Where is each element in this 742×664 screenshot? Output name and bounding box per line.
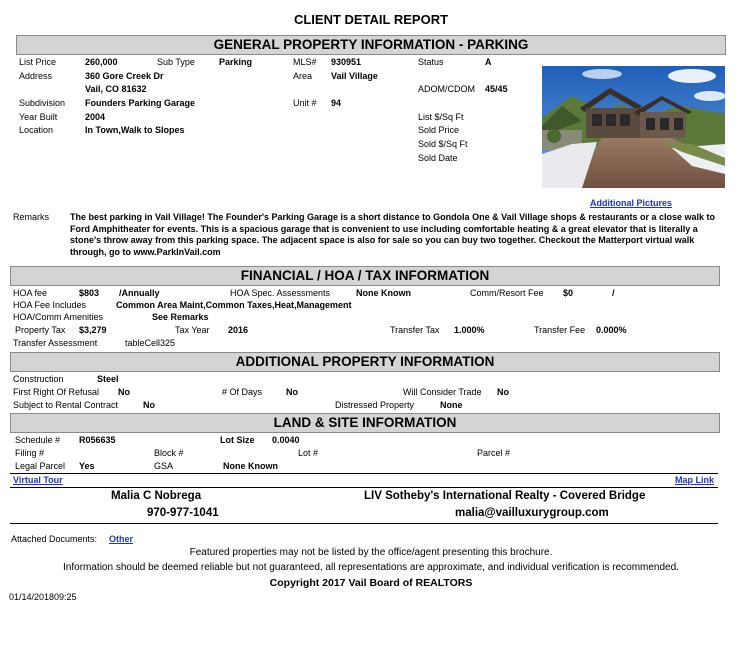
comm-fee-value: $0 — [563, 288, 574, 298]
lot-label: Lot # — [298, 448, 319, 458]
hoa-fee-frequency: /Annually — [119, 288, 160, 298]
location-label: Location — [19, 125, 54, 135]
construction-value: Steel — [97, 374, 119, 384]
property-tax-label: Property Tax — [15, 325, 66, 335]
additional-pictures-link[interactable]: Additional Pictures — [590, 198, 673, 208]
sold-sqft-label: Sold $/Sq Ft — [418, 139, 468, 149]
first-right-value: No — [118, 387, 130, 397]
hoa-spec-label: HOA Spec. Assessments — [230, 288, 331, 298]
days-value: No — [286, 387, 298, 397]
land-bottom-rule — [10, 487, 718, 488]
first-right-label: First Right Of Refusal — [13, 387, 100, 397]
attached-documents-label: Attached Documents: — [11, 534, 98, 544]
agent-phone: 970-977-1041 — [147, 507, 219, 519]
construction-label: Construction — [13, 374, 64, 384]
remarks-text: The best parking in Vail Village! The Founder's Parking Garage is a short distance to Gondola One & Vail Village shops & restaurants or a close walk to Ford Amphitheater for events. This is a spacious garage that is convenient to use including comfortable heating & a great elevator that is literally a stone's throw away from this parking space. The adjacent space is also for sale so you can buy two together. Checkout the Matterport virtual walk through, go to www.ParkInVail.com — [70, 212, 715, 257]
financial-section-header: FINANCIAL / HOA / TAX INFORMATION — [10, 266, 720, 286]
transfer-fee-value: 0.000% — [596, 325, 627, 335]
days-label: # Of Days — [222, 387, 263, 397]
filing-label: Filing # — [15, 448, 45, 458]
comm-fee-suffix: / — [612, 288, 615, 298]
hoa-spec-value: None Known — [356, 288, 411, 298]
copyright: Copyright 2017 Vail Board of REALTORS — [269, 577, 473, 589]
sold-date-label: Sold Date — [418, 153, 458, 163]
disclaimer-line1: Featured properties may not be listed by the office/agent presenting this brochure. — [189, 547, 553, 558]
unit-label: Unit # — [293, 98, 317, 108]
hoa-amenities-label: HOA/Comm Amenities — [13, 312, 104, 322]
status-value: A — [485, 57, 492, 67]
map-link[interactable]: Map Link — [675, 475, 715, 485]
distressed-label: Distressed Property — [335, 400, 415, 410]
address-line1: 360 Gore Creek Dr — [85, 71, 164, 81]
virtual-tour-link[interactable]: Virtual Tour — [13, 475, 63, 485]
attached-documents-link[interactable]: Other — [109, 534, 134, 544]
sub-type-label: Sub Type — [157, 57, 195, 67]
year-built-label: Year Built — [19, 112, 58, 122]
land-top-rule — [10, 473, 718, 474]
list-sqft-label: List $/Sq Ft — [418, 112, 464, 122]
status-label: Status — [418, 57, 444, 67]
subdivision-value: Founders Parking Garage — [85, 98, 196, 108]
area-value: Vail Village — [331, 71, 378, 81]
adom-value: 45/45 — [485, 84, 508, 94]
lot-size-label: Lot Size — [220, 435, 255, 445]
area-label: Area — [293, 71, 313, 81]
rental-value: No — [143, 400, 155, 410]
location-value: In Town,Walk to Slopes — [85, 125, 185, 135]
sub-type-value: Parking — [219, 57, 253, 67]
trade-value: No — [497, 387, 509, 397]
hoa-fee-value: $803 — [79, 288, 100, 298]
property-photo[interactable] — [542, 66, 725, 188]
comm-fee-label: Comm/Resort Fee — [470, 288, 544, 298]
block-label: Block # — [154, 448, 184, 458]
gsa-value: None Known — [223, 461, 278, 471]
rental-label: Subject to Rental Contract — [13, 400, 119, 410]
property-tax-value: $3,279 — [79, 325, 107, 335]
legal-parcel-label: Legal Parcel — [15, 461, 66, 471]
gsa-label: GSA — [154, 461, 174, 471]
transfer-assessment-value: tableCell325 — [125, 338, 176, 348]
mls-label: MLS# — [293, 57, 317, 67]
transfer-tax-value: 1.000% — [454, 325, 485, 335]
year-built-value: 2004 — [85, 112, 106, 122]
sold-price-label: Sold Price — [418, 125, 460, 135]
report-timestamp: 01/14/201809:25 — [9, 592, 77, 602]
subdivision-label: Subdivision — [19, 98, 66, 108]
trade-label: Will Consider Trade — [403, 387, 482, 397]
list-price-label: List Price — [19, 57, 57, 67]
hoa-amenities-value: See Remarks — [152, 312, 209, 322]
mls-value: 930951 — [331, 57, 362, 67]
address-label: Address — [19, 71, 53, 81]
list-price-value: 260,000 — [85, 57, 118, 67]
agent-email: malia@vailluxurygroup.com — [455, 507, 609, 519]
parcel-label: Parcel # — [477, 448, 511, 458]
general-section-header: GENERAL PROPERTY INFORMATION - PARKING — [16, 35, 726, 55]
schedule-label: Schedule # — [15, 435, 61, 445]
tax-year-value: 2016 — [228, 325, 249, 335]
remarks-label: Remarks — [13, 212, 50, 222]
report-title: CLIENT DETAIL REPORT — [293, 12, 449, 27]
legal-parcel-value: Yes — [79, 461, 95, 471]
transfer-fee-label: Transfer Fee — [534, 325, 586, 335]
unit-value: 94 — [331, 98, 342, 108]
lot-size-value: 0.0040 — [272, 435, 300, 445]
address-line2: Vail, CO 81632 — [85, 84, 147, 94]
brokerage-name: LIV Sotheby's International Realty - Covered Bridge — [364, 490, 646, 502]
hoa-fee-label: HOA fee — [13, 288, 48, 298]
agent-name: Malia C Nobrega — [111, 490, 202, 502]
agent-bottom-rule — [10, 523, 718, 524]
distressed-value: None — [440, 400, 463, 410]
additional-section-header: ADDITIONAL PROPERTY INFORMATION — [10, 352, 720, 372]
hoa-includes-value: Common Area Maint,Common Taxes,Heat,Management — [116, 300, 352, 310]
transfer-tax-label: Transfer Tax — [390, 325, 440, 335]
hoa-includes-label: HOA Fee Includes — [13, 300, 87, 310]
transfer-assessment-label: Transfer Assessment — [13, 338, 98, 348]
land-section-header: LAND & SITE INFORMATION — [10, 413, 720, 433]
disclaimer-line2: Information should be deemed reliable but not guaranteed, all representations are approximate, and individual verification is recommended. — [63, 562, 679, 573]
adom-label: ADOM/CDOM — [418, 84, 475, 94]
tax-year-label: Tax Year — [175, 325, 210, 335]
schedule-value: R056635 — [79, 435, 116, 445]
